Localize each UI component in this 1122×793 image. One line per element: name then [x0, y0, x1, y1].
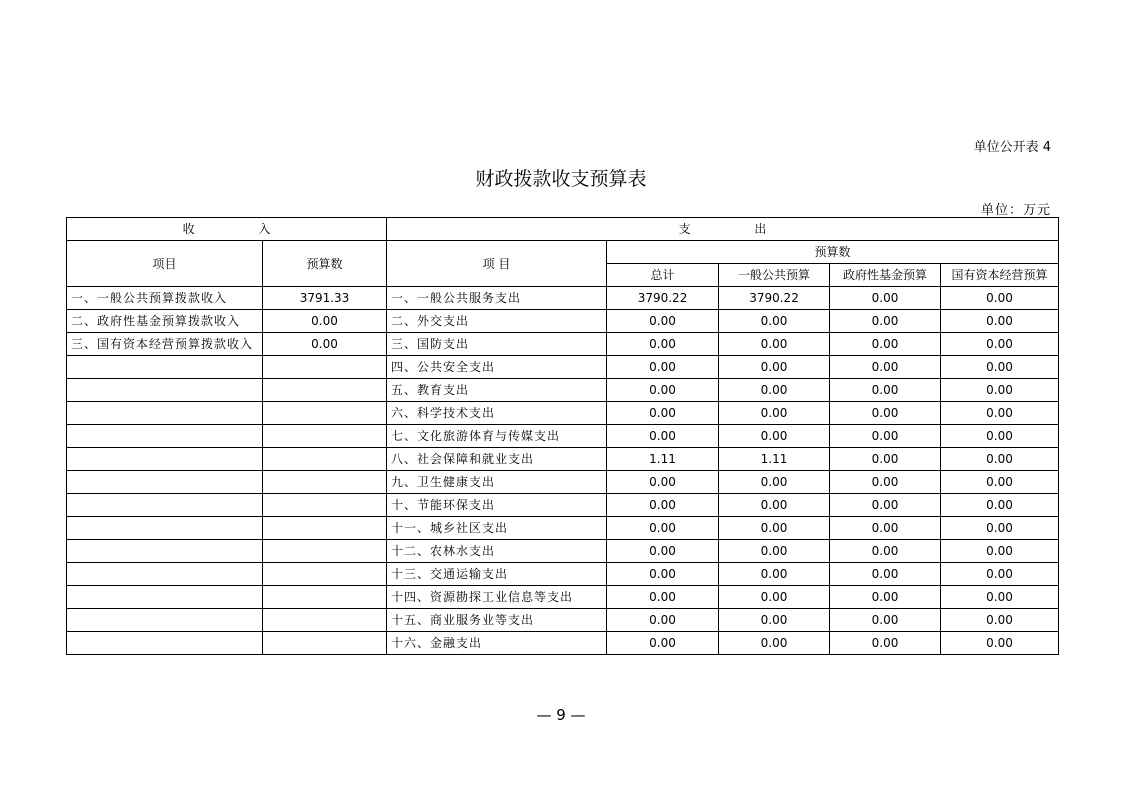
- expense-item-cell: 十一、城乡社区支出: [387, 517, 607, 540]
- fund-budget-cell: 0.00: [830, 586, 941, 609]
- general-budget-cell: 0.00: [719, 425, 830, 448]
- table-row: [67, 609, 1059, 632]
- general-budget-header: 一般公共预算: [719, 264, 830, 287]
- income-item-cell: [67, 586, 263, 609]
- total-cell: 0.00: [607, 609, 719, 632]
- general-budget-cell: 0.00: [719, 517, 830, 540]
- total-cell: 0.00: [607, 586, 719, 609]
- state-capital-budget-cell: 0.00: [941, 448, 1059, 471]
- state-capital-budget-cell: 0.00: [941, 540, 1059, 563]
- total-cell: 0.00: [607, 471, 719, 494]
- state-capital-budget-cell: 0.00: [941, 494, 1059, 517]
- table-row: [67, 517, 1059, 540]
- table-row: [67, 333, 1059, 356]
- income-item-header: 项目: [67, 241, 263, 287]
- general-budget-cell: 0.00: [719, 494, 830, 517]
- general-budget-cell: 0.00: [719, 379, 830, 402]
- fund-budget-cell: 0.00: [830, 287, 941, 310]
- fund-budget-cell: 0.00: [830, 517, 941, 540]
- total-cell: 0.00: [607, 540, 719, 563]
- general-budget-cell: 0.00: [719, 540, 830, 563]
- income-item-cell: 三、国有资本经营预算拨款收入: [67, 333, 263, 356]
- table-row: [67, 540, 1059, 563]
- state-capital-budget-cell: 0.00: [941, 402, 1059, 425]
- fund-budget-cell: 0.00: [830, 356, 941, 379]
- expense-item-cell: 一、一般公共服务支出: [387, 287, 607, 310]
- page-number: — 9 —: [536, 706, 586, 724]
- total-cell: 3790.22: [607, 287, 719, 310]
- expense-item-cell: 十五、商业服务业等支出: [387, 609, 607, 632]
- income-item-cell: 二、政府性基金预算拨款收入: [67, 310, 263, 333]
- state-capital-budget-cell: 0.00: [941, 379, 1059, 402]
- total-cell: 0.00: [607, 517, 719, 540]
- state-capital-budget-cell: 0.00: [941, 310, 1059, 333]
- expense-item-cell: 五、教育支出: [387, 379, 607, 402]
- income-amount-header: 预算数: [263, 241, 387, 287]
- fund-budget-cell: 0.00: [830, 402, 941, 425]
- income-item-cell: [67, 425, 263, 448]
- general-budget-cell: 0.00: [719, 609, 830, 632]
- income-item-cell: [67, 494, 263, 517]
- income-item-cell: [67, 448, 263, 471]
- table-row: [67, 287, 1059, 310]
- page-title: 财政拨款收支预算表: [475, 168, 647, 190]
- general-budget-cell: 0.00: [719, 310, 830, 333]
- total-cell: 0.00: [607, 333, 719, 356]
- fund-budget-cell: 0.00: [830, 471, 941, 494]
- income-amount-cell: [263, 540, 387, 563]
- expense-item-cell: 十四、资源勘探工业信息等支出: [387, 586, 607, 609]
- state-capital-budget-cell: 0.00: [941, 609, 1059, 632]
- general-budget-cell: 3790.22: [719, 287, 830, 310]
- table-row: [67, 563, 1059, 586]
- expense-item-cell: 十、节能环保支出: [387, 494, 607, 517]
- income-amount-cell: [263, 586, 387, 609]
- expense-item-cell: 十三、交通运输支出: [387, 563, 607, 586]
- budget-group-header: 预算数: [607, 241, 1059, 264]
- state-capital-budget-cell: 0.00: [941, 632, 1059, 655]
- expense-item-cell: 四、公共安全支出: [387, 356, 607, 379]
- expense-item-cell: 九、卫生健康支出: [387, 471, 607, 494]
- income-amount-cell: 0.00: [263, 333, 387, 356]
- table-row: [67, 402, 1059, 425]
- fund-budget-cell: 0.00: [830, 333, 941, 356]
- table-row: [67, 379, 1059, 402]
- state-capital-budget-cell: 0.00: [941, 563, 1059, 586]
- fund-budget-cell: 0.00: [830, 494, 941, 517]
- fund-budget-cell: 0.00: [830, 632, 941, 655]
- total-cell: 1.11: [607, 448, 719, 471]
- income-amount-cell: [263, 471, 387, 494]
- income-amount-cell: 0.00: [263, 310, 387, 333]
- state-capital-budget-cell: 0.00: [941, 517, 1059, 540]
- expense-item-cell: 十六、金融支出: [387, 632, 607, 655]
- fund-budget-cell: 0.00: [830, 609, 941, 632]
- income-amount-cell: [263, 356, 387, 379]
- table-row: [67, 356, 1059, 379]
- general-budget-cell: 0.00: [719, 471, 830, 494]
- fund-budget-cell: 0.00: [830, 540, 941, 563]
- table-body: [67, 287, 1059, 655]
- table-row: [67, 586, 1059, 609]
- income-amount-cell: [263, 448, 387, 471]
- fund-budget-cell: 0.00: [830, 563, 941, 586]
- income-item-cell: [67, 517, 263, 540]
- state-capital-budget-cell: 0.00: [941, 287, 1059, 310]
- total-cell: 0.00: [607, 425, 719, 448]
- expense-item-cell: 三、国防支出: [387, 333, 607, 356]
- general-budget-cell: 0.00: [719, 563, 830, 586]
- income-item-cell: [67, 402, 263, 425]
- table-row: [67, 310, 1059, 333]
- expense-item-cell: 七、文化旅游体育与传媒支出: [387, 425, 607, 448]
- table-row: [67, 448, 1059, 471]
- income-amount-cell: [263, 632, 387, 655]
- income-item-cell: [67, 356, 263, 379]
- fund-budget-cell: 0.00: [830, 448, 941, 471]
- total-cell: 0.00: [607, 402, 719, 425]
- fund-budget-cell: 0.00: [830, 310, 941, 333]
- total-cell: 0.00: [607, 356, 719, 379]
- table-row: [67, 471, 1059, 494]
- general-budget-cell: 0.00: [719, 333, 830, 356]
- expense-item-cell: 十二、农林水支出: [387, 540, 607, 563]
- general-budget-cell: 0.00: [719, 356, 830, 379]
- income-amount-cell: [263, 609, 387, 632]
- income-section-header: 收 入: [67, 218, 387, 241]
- income-amount-cell: [263, 425, 387, 448]
- state-capital-budget-cell: 0.00: [941, 356, 1059, 379]
- general-budget-cell: 0.00: [719, 632, 830, 655]
- fund-budget-header: 政府性基金预算: [830, 264, 941, 287]
- table-row: [67, 632, 1059, 655]
- total-cell: 0.00: [607, 379, 719, 402]
- table-row: [67, 425, 1059, 448]
- total-cell: 0.00: [607, 310, 719, 333]
- income-item-cell: 一、一般公共预算拨款收入: [67, 287, 263, 310]
- total-cell: 0.00: [607, 632, 719, 655]
- state-capital-budget-header: 国有资本经营预算: [941, 264, 1059, 287]
- fund-budget-cell: 0.00: [830, 379, 941, 402]
- income-item-cell: [67, 609, 263, 632]
- expense-item-header: 项 目: [387, 241, 607, 287]
- income-item-cell: [67, 540, 263, 563]
- state-capital-budget-cell: 0.00: [941, 333, 1059, 356]
- unit-label: 单位：万元: [980, 203, 1051, 218]
- income-amount-cell: [263, 563, 387, 586]
- form-number: 单位公开表 4: [973, 140, 1051, 155]
- budget-table: [66, 217, 1059, 655]
- income-item-cell: [67, 632, 263, 655]
- income-amount-cell: [263, 379, 387, 402]
- total-header: 总计: [607, 264, 719, 287]
- expense-item-cell: 二、外交支出: [387, 310, 607, 333]
- state-capital-budget-cell: 0.00: [941, 586, 1059, 609]
- general-budget-cell: 1.11: [719, 448, 830, 471]
- expense-item-cell: 六、科学技术支出: [387, 402, 607, 425]
- general-budget-cell: 0.00: [719, 402, 830, 425]
- income-amount-cell: 3791.33: [263, 287, 387, 310]
- general-budget-cell: 0.00: [719, 586, 830, 609]
- expense-item-cell: 八、社会保障和就业支出: [387, 448, 607, 471]
- income-item-cell: [67, 563, 263, 586]
- state-capital-budget-cell: 0.00: [941, 425, 1059, 448]
- table-row: [67, 494, 1059, 517]
- state-capital-budget-cell: 0.00: [941, 471, 1059, 494]
- income-amount-cell: [263, 517, 387, 540]
- income-item-cell: [67, 471, 263, 494]
- income-amount-cell: [263, 402, 387, 425]
- income-amount-cell: [263, 494, 387, 517]
- income-item-cell: [67, 379, 263, 402]
- total-cell: 0.00: [607, 563, 719, 586]
- expense-section-header: 支 出: [387, 218, 1059, 241]
- total-cell: 0.00: [607, 494, 719, 517]
- fund-budget-cell: 0.00: [830, 425, 941, 448]
